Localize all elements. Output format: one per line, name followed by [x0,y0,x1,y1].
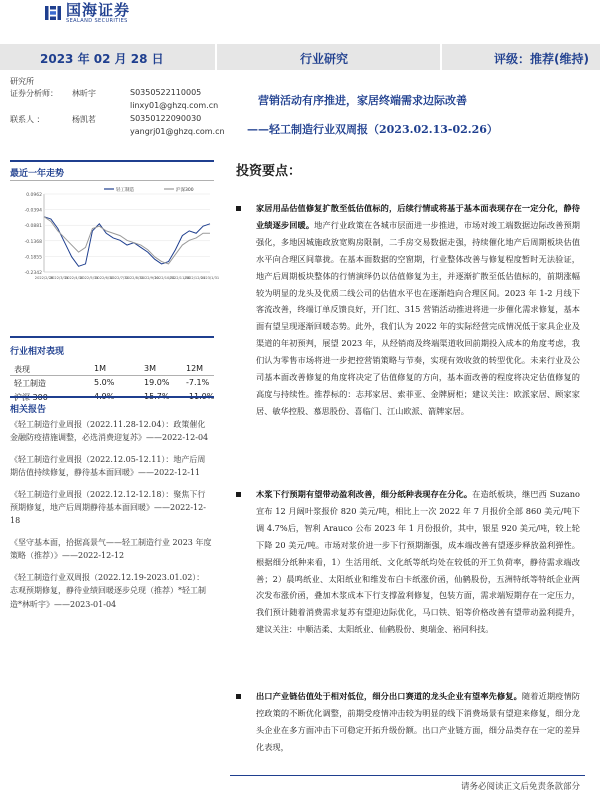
contact-code: S0350122090030 [130,114,202,123]
chart-y-tick-label: 0.0962 [26,193,42,198]
table-row [10,376,214,390]
contact-row [10,114,202,125]
section-divider [10,160,214,162]
chart-series-line-1 [44,217,210,264]
table-cell: 轻工制造 [14,379,46,388]
chart-x-tick-label: 2022/11/30 [169,276,191,280]
bullet-square-icon [236,492,241,497]
disclaimer-footer[interactable]: 请务必阅读正文后免责条款部分 [460,782,580,792]
contact-email[interactable]: yangrj01@ghzq.com.cn [130,127,225,136]
section-underline [10,180,214,181]
research-institute-label: 研究所 [10,77,34,86]
chart-y-tick-label: -0.1368 [24,239,42,245]
chart-x-tick-label: 2022/8/31 [125,276,144,280]
perf-section-title: 行业相对表现 [10,347,65,357]
chart-legend-label: 轻工制造 [116,188,134,193]
trend-chart [10,184,220,292]
contact-role: 联系人 ： [10,115,45,124]
key-point-lead: 出口产业链估值处于相对低位，细分出口赛道的龙头企业有望率先修复。 [256,691,522,701]
chart-y-tick-label: -0.1855 [24,255,42,261]
table-header-cell: 1M [94,364,106,373]
chart-x-tick-label: 2023/1/31 [200,276,220,280]
header-separator [440,44,442,70]
chart-legend-label: 沪深300 [176,188,194,193]
related-report-item[interactable]: 《轻工制造行业双周报（2022.12.19-2023.01.02）：志观预期修复，静待业绩回暖逐步兑现（推荐）*轻工制造*林昕宇》——2023-01-04 [10,573,206,609]
chart-x-tick-label: 2022/3/31 [49,276,69,280]
bullet-square-icon [236,694,241,699]
chart-y-tick-label: -0.0394 [24,208,42,214]
contact-name: 杨凯茗 [72,115,96,124]
related-report-item[interactable]: 《轻工制造行业周报（2022.12.05-12.11）：地产后周期估值持续修复，静待基本面回暖》——2022-12-11 [10,455,206,478]
key-point-body: 地产行业政策在各城市层面进一步推进，市场对竣工端数据边际改善预期强化，多地因城施政放宽购房限制，二手房交易数据走强，持续催化地产后周期板块估值水平向合理区间靠拢。在基本面数据的空窗期，行业整体改善与修复程度暂时无法验证，地产后周期板块整体的行情演绎仍以估值修复为主，并逐渐扩散至低估值标的，前期涨幅较为明显的龙头及优质二线公司的估值水平也在逐渐趋向合理区间。2023 年 1-2 月线下客流改善，终端订单反馈良好，开门红、315 营销活动推进将进一步催化需求修复，基本面有望呈现逐渐回暖态势。此外，我们认为 2022 年的实际经营完成情况低于家具企业及渠道的年初预判，展望 2023 年，从经销商及终端渠道收回前期投入成本的角度考虑，我们认为零售市场将进一步把控营销策略与节奏，实现有效收敛的转型优化。未来行业及公司基本面改善修复的角度将决定了估值修复的方向，基本面改善的程度将决定估值修复的高度与持续性。推荐标的：志邦家居、索菲亚、金牌厨柜；建议关注：欧派家居、顾家家居、敏华控股、慕思股份、喜临门、江山欧派、箭牌家居。 [256,219,580,416]
analyst-role: 证券分析师： [10,89,58,98]
section-divider [10,336,214,338]
analyst-row [10,88,202,99]
chart-x-tick-label: 2022/4/30 [64,276,84,280]
chart-x-tick-label: 2022/9/30 [140,276,159,280]
header-separator [215,44,217,70]
chart-y-tick-label: -0.0881 [24,224,42,230]
analyst-name: 林昕宇 [72,89,96,98]
table-cell: -7.1% [186,378,210,387]
section-divider [10,396,214,398]
report-title: 营销活动有序推进，家居终端需求边际改善 [258,94,467,107]
key-point-lead: 家居用品估值修复扩散至低估值标的，后续行情或将基于基本面表现存在一定分化，静待业绩逐步回暖。 [256,203,580,230]
key-point-body: 随着近期疫情防控政策的不断优化调整，前期受疫情冲击较为明显的线下消费场景有望迎来修复，细分龙头企业在多方面冲击下可稳定开拓升级份额。出口产业链方面，细分品类存在一定的差异化表现， [256,691,580,752]
key-point-item [238,200,580,420]
chart-x-tick-label: 2022/5/31 [80,276,99,280]
logo-chinese-name: 国海证券 [66,1,131,19]
chart-x-tick-label: 2022/10/31 [154,276,176,280]
report-date: 2023 年 02 月 28 日 [40,52,164,66]
related-report-item[interactable]: 《轻工制造行业周报（2022.12.12-12.18）：聚焦下行预期修复，地产后周期静待基本面回暖》——2022-12-18 [10,490,206,526]
trend-chart-svg [10,184,220,288]
related-report-item[interactable]: 《坚守基本面，拾据高景气——轻工制造行业 2023 年度策略（推荐）》——2022-12-12 [10,538,212,561]
key-point-body: 在造纸板块，继巴西 Suzano 宣布 12 月阔叶浆报价 820 美元/吨，相比上一次 2022 年 7 月报价全部 860 美元/吨下调 4.7%后，智利 Arauco 公布 2023 年 1 月份报价，其中，银星 920 美元/吨，较上轮下降 20 美元/吨。市场对浆价进一步下行预期渐强，成本端改善有望逐步释放盈利弹性。根据细分纸种来看，1）生活用纸、文化纸等纸均处在较低的开工负荷率，静待需求端改善；2）晨鸣纸业、太阳纸业和维发布白卡纸涨价函，仙鹤股份，五洲特纸等特纸企业两次发布涨价函，叠加木浆成本下行支撑盈利修复，包装方面，需求端短期存在一定压力，我们预计随着消费需求复苏有望迎边际优化，马口铁、铝等价格改善有望带动盈利提升，建议关注：中顺洁柔、太阳纸业、仙鹤股份、奥瑞金、裕同科技。 [256,489,580,635]
chart-section-title: 最近一年走势 [10,169,65,179]
sealand-logo-icon [44,4,62,22]
table-header-cell: 12M [186,364,204,373]
key-point-lead: 木浆下行预期有望带动盈利改善，细分纸种表现存在分化。 [256,489,473,499]
key-point-item [238,486,580,638]
bullet-square-icon [236,206,241,211]
reports-section-title: 相关报告 [10,405,47,415]
related-reports-list [10,418,212,619]
table-header-cell: 表现 [14,365,30,374]
key-points-heading: 投资要点： [236,164,302,179]
analyst-email[interactable]: linxy01@ghzq.com.cn [130,101,219,110]
company-logo [44,2,130,24]
table-header-cell: 3M [144,364,156,373]
table-cell: 5.0% [94,378,115,387]
chart-x-tick-label: 2022/12/31 [184,276,206,280]
chart-y-tick-label: -0.2342 [24,271,42,276]
chart-x-tick-label: 2022/2/28 [34,276,54,280]
chart-x-tick-label: 2022/6/30 [95,276,114,280]
chart-x-tick-label: 2022/7/31 [110,276,129,280]
related-report-item[interactable]: 《轻工制造行业周报（2022.11.28-12.04）：政策催化金融防疫措施调整，必选消费迎复苏》——2022-12-04 [10,420,209,443]
report-subtitle: ——轻工制造行业双周报（2023.02.13-02.26） [247,123,498,136]
report-header-bar [0,44,600,70]
analyst-code: S0350522110005 [130,88,202,97]
logo-english-name: SEALAND SECURITIES [66,18,128,24]
report-rating: 评级：推荐(维持) [494,52,589,66]
table-header-row [10,362,214,376]
table-cell: 19.0% [144,378,170,387]
footer-divider [230,775,585,776]
key-point-item [238,688,580,756]
report-type: 行业研究 [300,52,349,66]
